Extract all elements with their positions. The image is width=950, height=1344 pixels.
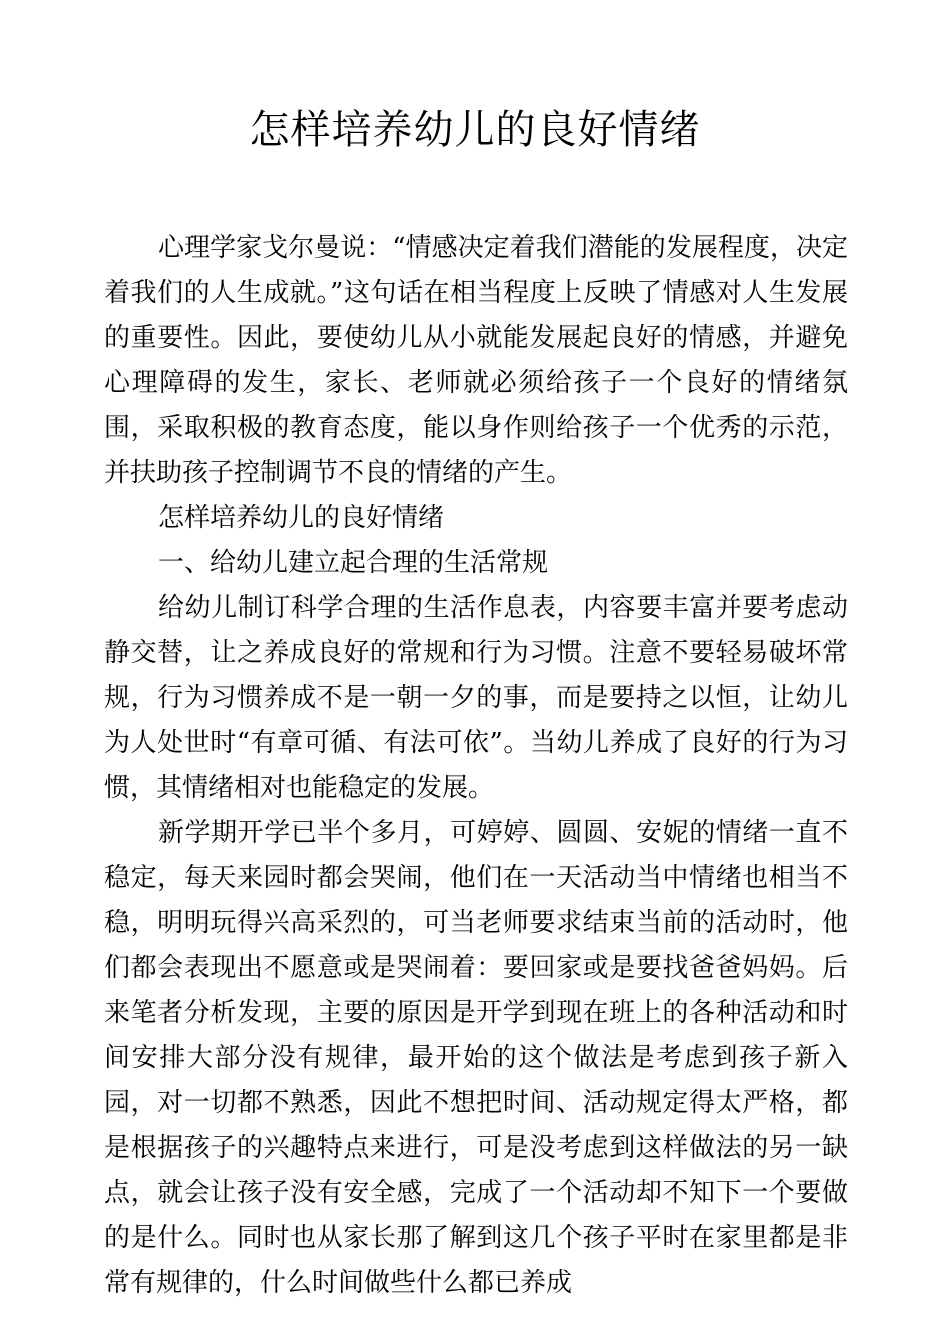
paragraph-example: 新学期开学已半个多月，可婷婷、圆圆、安妮的情绪一直不稳定，每天来园时都会哭闹，他们在一天活动当中情绪也相当不稳，明明玩得兴高采烈的，可当老师要求结束当前的活动时，他们都会表现出不愿意或是哭闹着：要回家或是要找爸爸妈妈。后来笔者分析发现，主要的原因是开学到现在班上的各种活动和时间安排大部分没有规律，最开始的这个做法是考虑到孩子新入园，对一切都不熟悉，因此不想把时间、活动规定得太严格，都是根据孩子的兴趣特点来进行，可是没考虑到这样做法的另一缺点，就会让孩子没有安全感，完成了一个活动却不知下一个要做的是什么。同时也从家长那了解到这几个孩子平时在家里都是非常有规律的，什么时间做些什么都已养成 — [104, 818, 848, 1298]
document-title: 怎样培养幼儿的良好情绪 — [249, 107, 701, 153]
paragraph-subheading: 怎样培养幼儿的良好情绪 — [158, 503, 445, 533]
paragraph-intro: 心理学家戈尔曼说：“情感决定着我们潜能的发展程度，决定着我们的人生成就。”这句话在相当程度上反映了情感对人生发展的重要性。因此，要使幼儿从小就能发展起良好的情感，并避免心理障碍的发生，家长、老师就必须给孩子一个良好的情绪氛围，采取积极的教育态度，能以身作则给孩子一个优秀的示范，并扶助孩子控制调节不良的情绪的产生。 — [104, 233, 848, 488]
section-heading-1: 一、给幼儿建立起合理的生活常规 — [158, 548, 549, 578]
document-body — [104, 226, 848, 1306]
paragraph-routine: 给幼儿制订科学合理的生活作息表，内容要丰富并要考虑动静交替，让之养成良好的常规和行为习惯。注意不要轻易破坏常规，行为习惯养成不是一朝一夕的事，而是要持之以恒，让幼儿为人处世时“有章可循、有法可依”。当幼儿养成了良好的行为习惯，其情绪相对也能稳定的发展。 — [104, 593, 848, 803]
